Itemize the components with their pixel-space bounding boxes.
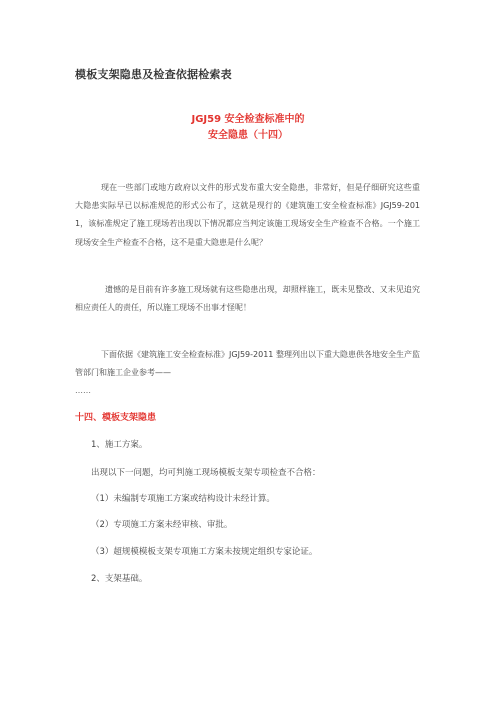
document-title: 模板支架隐患及检查依据检索表	[75, 68, 232, 81]
paragraph-intro: 现在一些部门或地方政府以文件的形式发布重大安全隐患，非常好，但是仔细研究这些重大隐患实际早已以标准规范的形式公布了，这就是现行的《建筑施工安全检查标准》JGJ59-2011，该标准规定了施工现场若出现以下情况都应当判定该施工现场安全生产检查不合格。一个施工现场安全生产检查不合格，这不是重大隐患是什么呢？	[75, 183, 420, 247]
ellipsis: ……	[75, 386, 91, 395]
section-title: 十四、模板支架隐患	[75, 413, 157, 423]
list-item: （2）专项施工方案未经审核、审批。	[91, 520, 233, 530]
subtitle-line-2: 安全隐患（十四）	[208, 130, 288, 141]
list-item: 1、施工方案。	[91, 440, 148, 450]
list-item: （3）超规模模板支架专项施工方案未按规定组织专家论证。	[91, 547, 318, 557]
list-item: 2、支架基础。	[91, 574, 148, 584]
list-item: （1）未编制专项施工方案或结构设计未经计算。	[91, 494, 275, 504]
paragraph-regret: 遗憾的是目前有许多施工现场就有这些隐患出现，却照样施工，既未见整改、又未见追究相应责任人的责任，所以施工现场不出事才怪呢！	[75, 285, 420, 313]
subtitle-line-1: JGJ59 安全检查标准中的	[191, 114, 305, 125]
list-item: 出现以下一问题，均可判施工现场模板支架专项检查不合格：	[91, 468, 321, 478]
paragraph-reference: 下面依据《建筑施工安全检查标准》JGJ59-2011 整理列出以下重大隐患供各地安全生产监管部门和施工企业参考——	[75, 350, 420, 378]
